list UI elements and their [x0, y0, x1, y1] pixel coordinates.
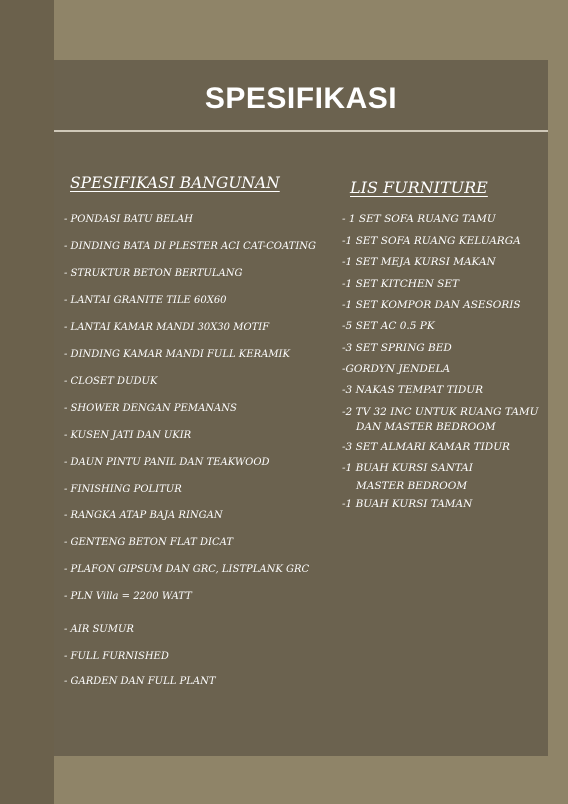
- list-item: - GARDEN DAN FULL PLANT: [64, 676, 216, 687]
- list-item: - PLAFON GIPSUM DAN GRC, LISTPLANK GRC: [64, 564, 310, 575]
- list-item: - STRUKTUR BETON BERTULANG: [64, 268, 243, 279]
- list-item: - 1 SET SOFA RUANG TAMU: [342, 213, 496, 225]
- building-spec-heading: SPESIFIKASI BANGUNAN: [70, 174, 280, 192]
- furniture-list-heading: LIS FURNITURE: [350, 178, 488, 197]
- list-item: -1 SET KOMPOR DAN ASESORIS: [342, 299, 521, 311]
- list-item: - SHOWER DENGAN PEMANANS: [64, 403, 237, 414]
- list-item: - RANGKA ATAP BAJA RINGAN: [64, 510, 223, 521]
- list-item: -1 BUAH KURSI SANTAI: [342, 462, 473, 474]
- list-item: -3 NAKAS TEMPAT TIDUR: [342, 384, 484, 396]
- list-item: -1 BUAH KURSI TAMAN: [342, 498, 473, 510]
- list-item: - AIR SUMUR: [64, 624, 134, 635]
- list-item: -1 SET MEJA KURSI MAKAN: [342, 256, 496, 268]
- list-item: -1 SET KITCHEN SET: [342, 278, 460, 290]
- page-title: SPESIFIKASI: [204, 82, 398, 115]
- list-item: - LANTAI GRANITE TILE 60X60: [64, 295, 227, 306]
- left-decorative-strip: [0, 0, 54, 804]
- list-item: - KUSEN JATI DAN UKIR: [64, 430, 192, 441]
- list-item: MASTER BEDROOM: [356, 480, 468, 492]
- list-item: - FULL FURNISHED: [64, 651, 169, 662]
- list-item: - DINDING BATA DI PLESTER ACI CAT-COATING: [64, 241, 317, 252]
- list-item: -2 TV 32 INC UNTUK RUANG TAMU: [342, 406, 539, 418]
- list-item: -3 SET SPRING BED: [342, 342, 452, 354]
- list-item: -GORDYN JENDELA: [342, 363, 451, 375]
- list-item: DAN MASTER BEDROOM: [356, 421, 496, 433]
- list-item: -5 SET AC 0.5 PK: [342, 320, 435, 332]
- list-item: - PONDASI BATU BELAH: [64, 214, 193, 225]
- specification-panel: [54, 60, 548, 756]
- list-item: - DINDING KAMAR MANDI FULL KERAMIK: [64, 349, 290, 360]
- list-item: - CLOSET DUDUK: [64, 376, 158, 387]
- title-divider: [54, 130, 548, 132]
- list-item: - FINISHING POLITUR: [64, 484, 182, 495]
- list-item: - DAUN PINTU PANIL DAN TEAKWOOD: [64, 457, 270, 468]
- list-item: - GENTENG BETON FLAT DICAT: [64, 537, 233, 548]
- list-item: - LANTAI KAMAR MANDI 30X30 MOTIF: [64, 322, 270, 333]
- list-item: -3 SET ALMARI KAMAR TIDUR: [342, 441, 510, 453]
- list-item: - PLN Villa = 2200 WATT: [64, 591, 192, 602]
- list-item: -1 SET SOFA RUANG KELUARGA: [342, 235, 521, 247]
